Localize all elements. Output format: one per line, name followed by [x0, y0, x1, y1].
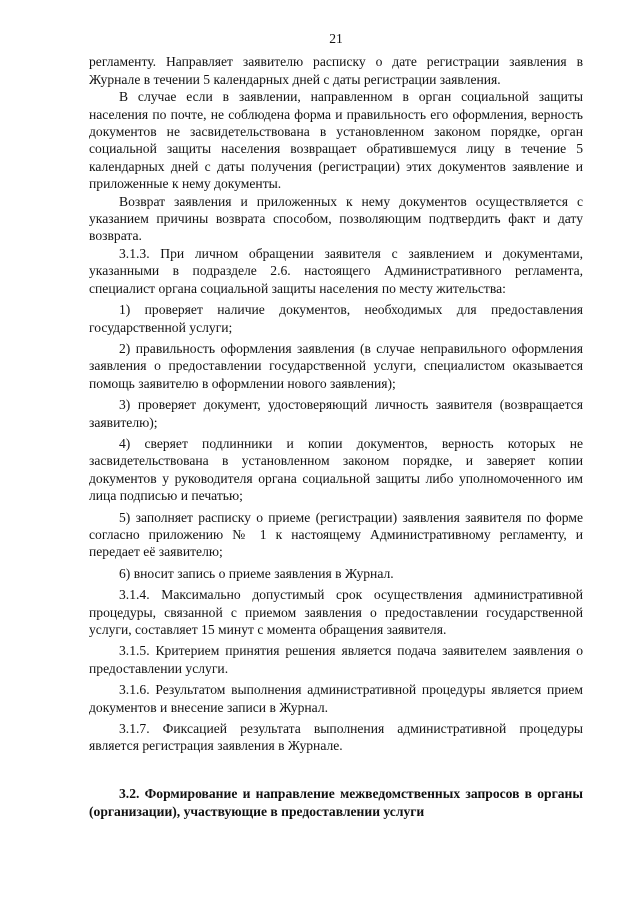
paragraph-3-1-6: 3.1.6. Результатом выполнения административной процедуры является прием документов и внесение записи в Журнал. [89, 682, 583, 715]
list-item-6: 6) вносит запись о приеме заявления в Журнал. [119, 565, 394, 581]
paragraph-continuation: регламенту. Направляет заявителю расписку о дате регистрации заявления в Журнале в течении 5 календарных дней с даты регистрации заявления. [89, 54, 583, 87]
paragraph-3-1-7: 3.1.7. Фиксацией результата выполнения административной процедуры является регистрация заявления в Журнале. [89, 721, 583, 754]
section-heading-3-2: 3.2. Формирование и направление межведомственных запросов в органы (организации), участвующие в предоставлении услуги [89, 785, 583, 819]
list-item-1: 1) проверяет наличие документов, необходимых для предоставления государственной услуги; [89, 302, 583, 335]
paragraph-3-1-3: 3.1.3. При личном обращении заявителя с заявлением и документами, указанными в подразделе 2.6. настоящего Административного регламента, специалист органа социальной защиты населения по месту жительства: [89, 245, 583, 296]
list-item-5: 5) заполняет расписку о приеме (регистрации) заявления заявителя по форме согласно приложению № 1 к настоящему Административному регламенту, и передает её заявителю; [89, 509, 583, 560]
list-item-4: 4) сверяет подлинники и копии документов, верность которых не засвидетельствована в установленном законом порядке, и заверяет копии документов у руководителя органа социальной защиты либо уполномоченного им лица подписью и печатью; [89, 435, 583, 504]
page-number: 21 [329, 31, 343, 46]
paragraph-3-1-4: 3.1.4. Максимально допустимый срок осуществления административной процедуры, связанной с приемом заявления о предоставлении государственной услуги, составляет 15 минут с момента обращения заявителя. [89, 587, 583, 637]
paragraph-3-1-5: 3.1.5. Критерием принятия решения является подача заявителем заявления о предоставлении услуги. [89, 643, 583, 676]
paragraph-return: Возврат заявления и приложенных к нему документов осуществляется с указанием причины возврата способом, позволяющим подтвердить факт и дату возврата. [89, 193, 583, 244]
paragraph-mail-case: В случае если в заявлении, направленном в орган социальной защиты населения по почте, не соблюдена форма и правильность его оформления, верность документов не засвидетельствована в установленном законом порядке, орган социальной защиты населения возвращает обратившемуся лицу в течение 5 календарных дней с даты получения (регистрации) этих документов заявление и приложенные к нему документы. [89, 89, 583, 192]
list-item-3: 3) проверяет документ, удостоверяющий личность заявителя (возвращается заявителю); [89, 397, 583, 430]
list-item-2: 2) правильность оформления заявления (в случае неправильного оформления заявления о предоставлении государственной услуги, специалистом оказывается помощь заявителю в оформлении нового заявления); [89, 340, 583, 391]
